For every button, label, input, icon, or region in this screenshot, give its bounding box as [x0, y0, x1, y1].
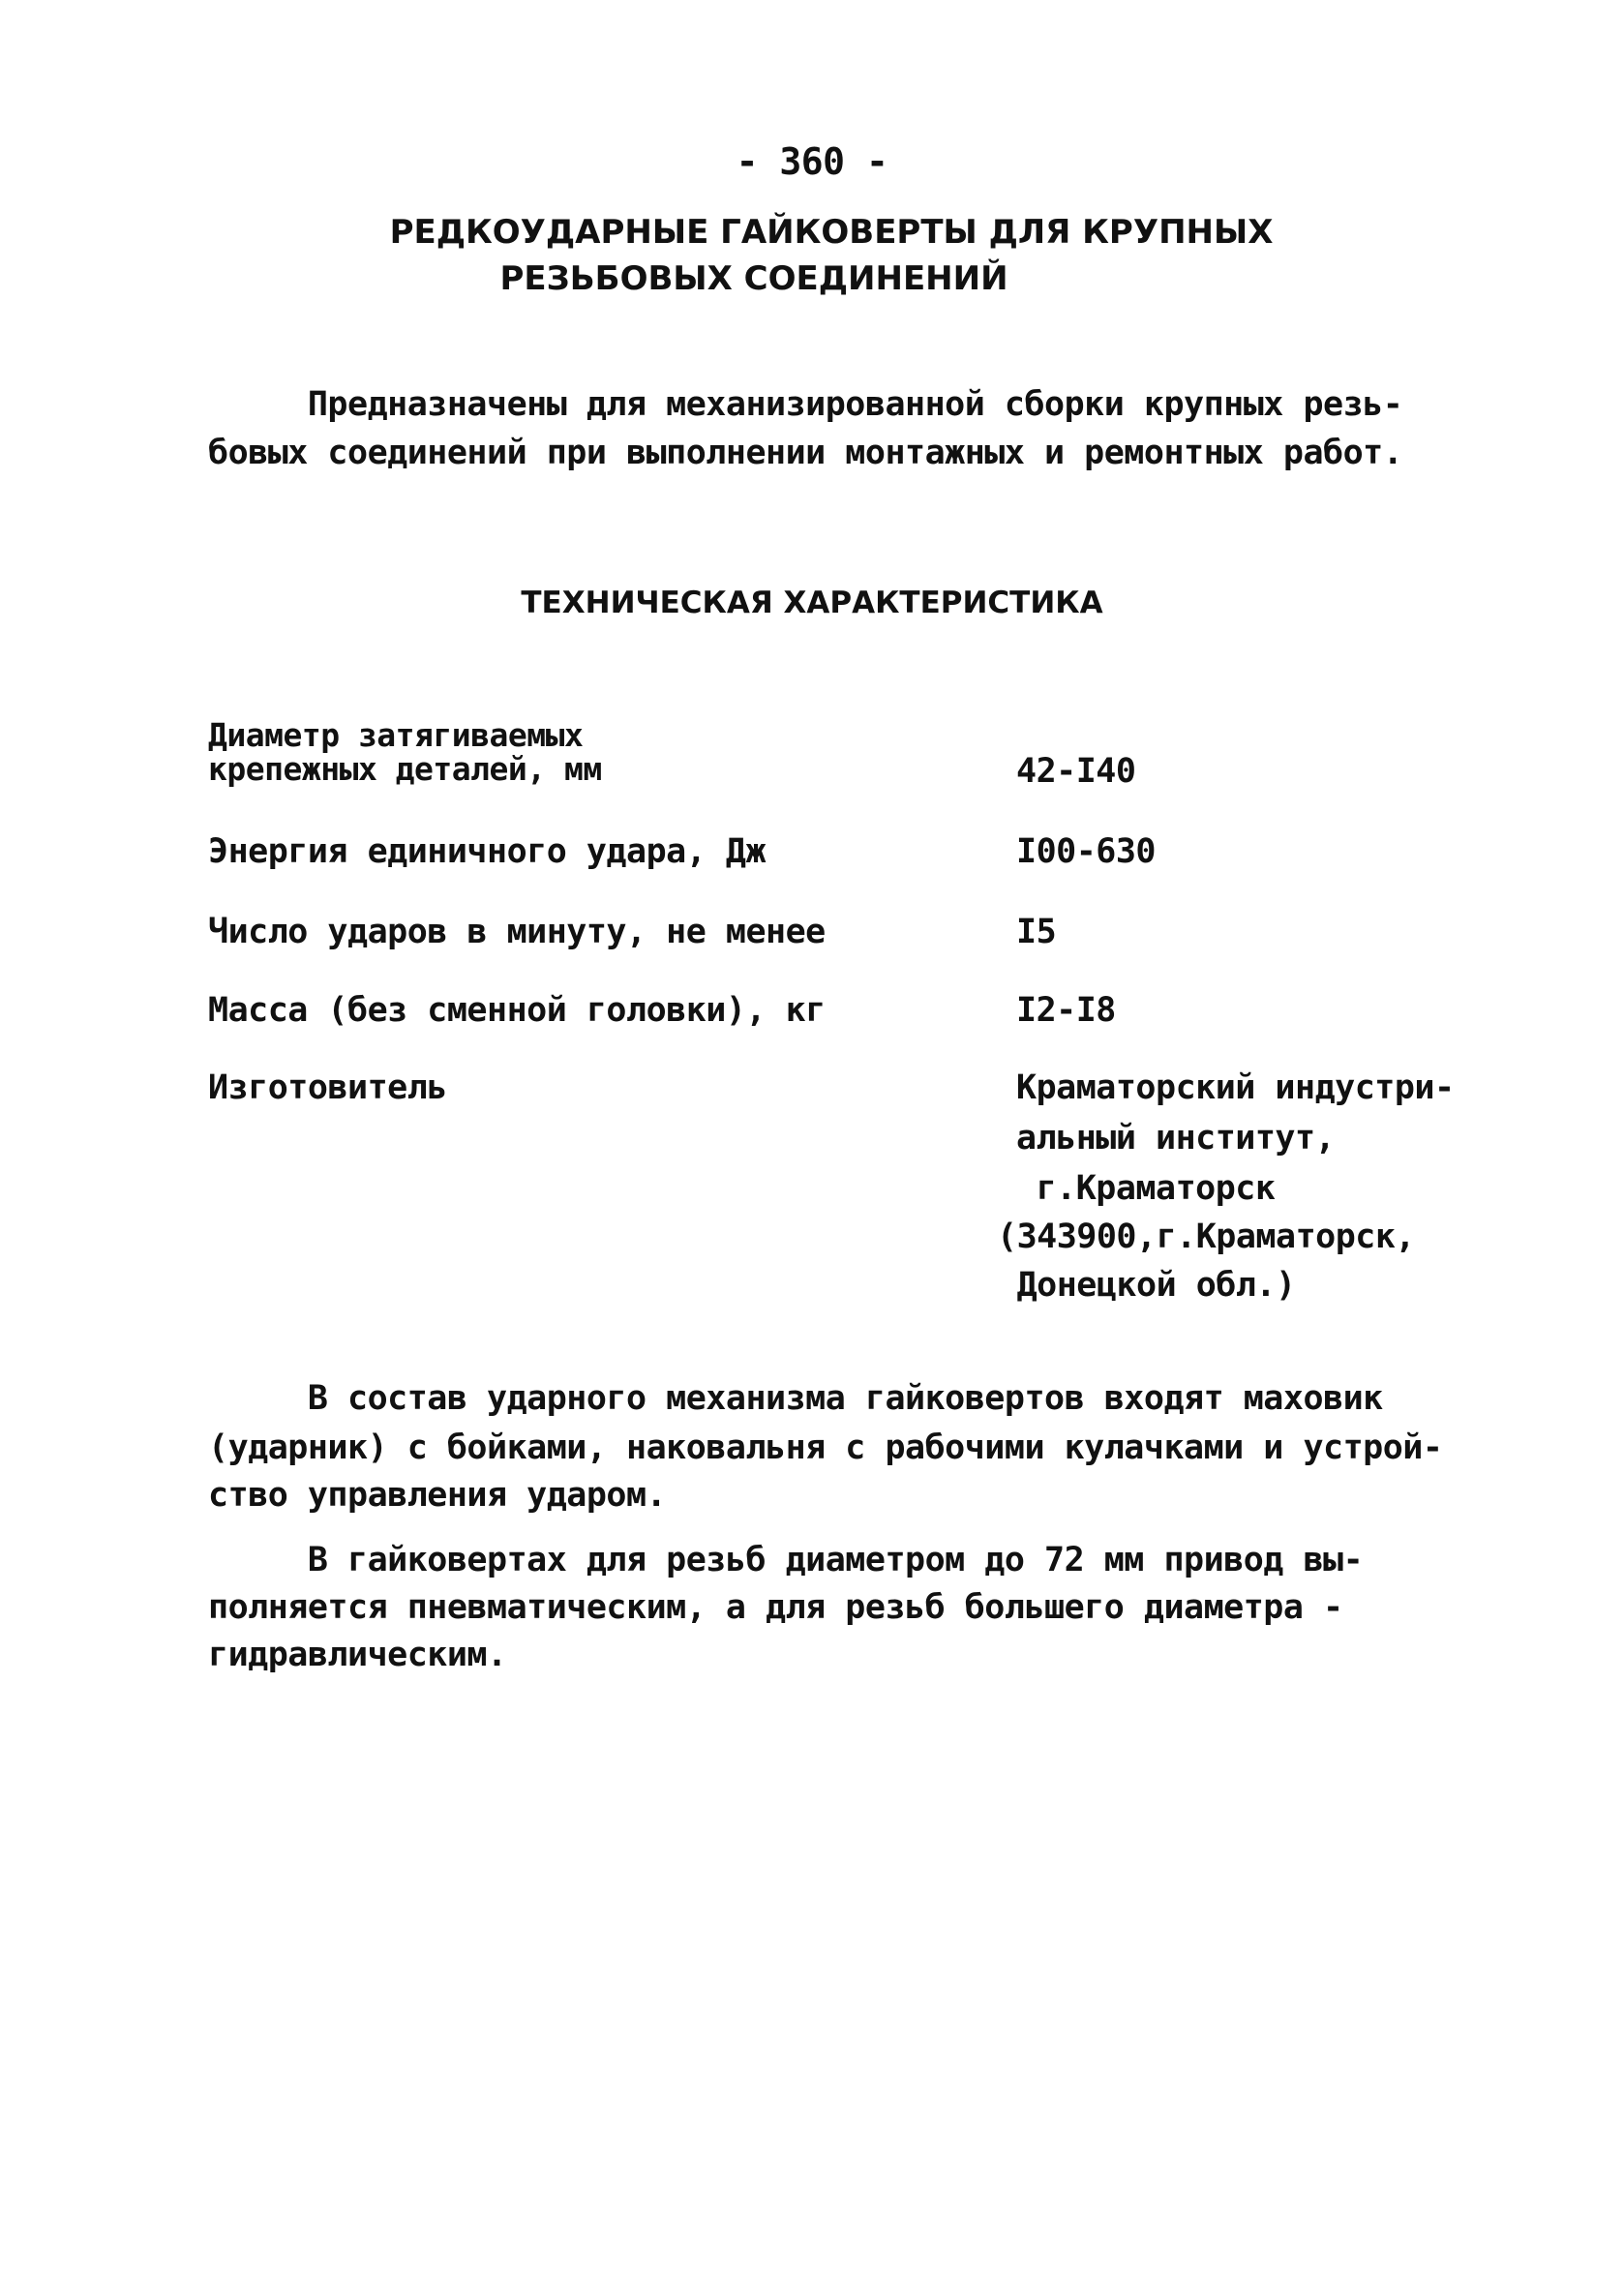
body-paragraph-2-line-2: полняется пневматическим, а для резьб большего диаметра - — [208, 1588, 1343, 1627]
spec-value-mass: I2-I8 — [1016, 991, 1116, 1030]
spec-label-energy: Энергия единичного удара, Дж — [208, 832, 767, 871]
body-paragraph-1-line-3: ство управления ударом. — [208, 1476, 667, 1515]
spec-value-manufacturer-line-3: г.Краматорск — [1016, 1169, 1276, 1208]
page-number: - 360 - — [736, 140, 888, 183]
spec-value-manufacturer-line-5: Донецкой обл.) — [997, 1266, 1296, 1305]
document-title-line-2: РЕЗЬБОВЫХ СОЕДИНЕНИЙ — [499, 259, 1008, 298]
spec-label-impacts: Число ударов в минуту, не менее — [208, 913, 826, 951]
body-paragraph-2-line-1: В гайковертах для резьб диаметром до 72 мм привод вы- — [208, 1541, 1364, 1579]
body-paragraph-2-line-3: гидравлическим. — [208, 1636, 507, 1674]
spec-label-mass: Масса (без сменной головки), кг — [208, 991, 826, 1030]
intro-line-1: Предназначены для механизированной сборки крупных резь- — [208, 385, 1403, 424]
intro-line-2: бовых соединений при выполнении монтажных и ремонтных работ. — [208, 434, 1403, 472]
section-heading-specs: ТЕХНИЧЕСКАЯ ХАРАКТЕРИСТИКА — [521, 586, 1103, 620]
body-paragraph-1-line-2: (ударник) с бойками, наковальня с рабочими кулачками и устрой- — [208, 1428, 1443, 1467]
document-title-line-1: РЕДКОУДАРНЫЕ ГАЙКОВЕРТЫ ДЛЯ КРУПНЫХ — [389, 213, 1274, 252]
spec-value-diameter: 42-I40 — [1016, 752, 1136, 791]
spec-value-manufacturer-line-4: (343900,г.Краматорск, — [997, 1218, 1416, 1256]
spec-value-impacts: I5 — [1016, 913, 1057, 951]
spec-value-energy: I00-630 — [1016, 832, 1157, 871]
spec-label-diameter-line-2: крепежных деталей, мм — [208, 750, 602, 788]
spec-label-manufacturer: Изготовитель — [208, 1068, 447, 1107]
spec-value-manufacturer-line-1: Краматорский индустри- — [1016, 1068, 1455, 1107]
spec-label-diameter-line-1: Диаметр затягиваемых — [208, 716, 584, 754]
body-paragraph-1-line-1: В состав ударного механизма гайковертов входят маховик — [208, 1379, 1383, 1418]
spec-value-manufacturer-line-2: альный институт, — [1016, 1119, 1336, 1158]
